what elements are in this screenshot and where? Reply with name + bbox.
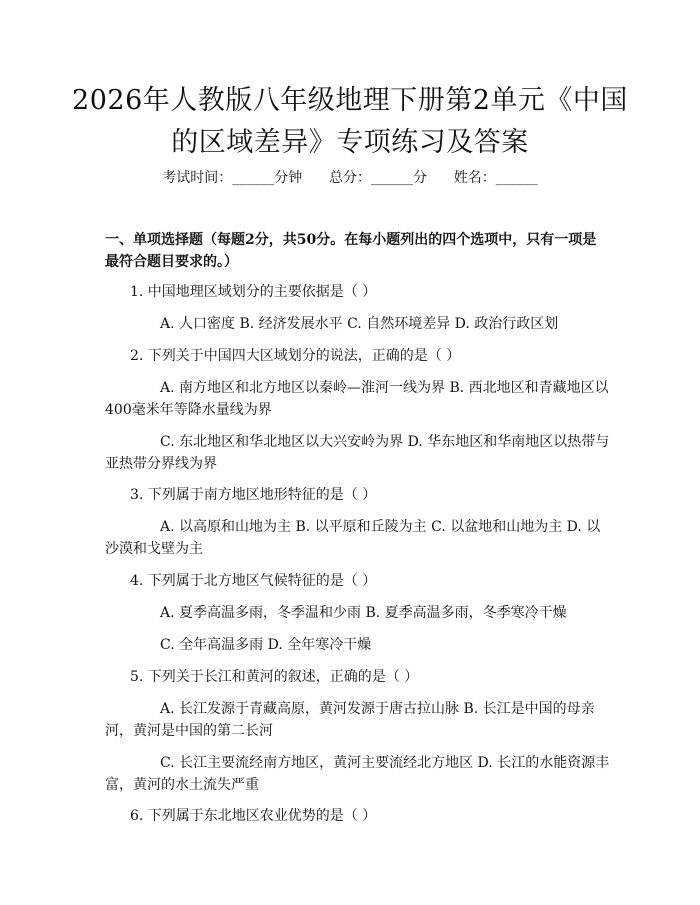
question-options: C. 东北地区和华北地区以大兴安岭为界 D. 华东地区和华南地区以热带与亚热带分界线为界 <box>105 434 610 472</box>
question-stem: 6. 下列属于东北地区农业优势的是（ ） <box>130 808 377 824</box>
document-title: 2026年人教版八年级地理下册第2单元《中国的区域差异》专项练习及答案 <box>72 85 628 158</box>
student-name: 姓名：______ <box>453 170 538 186</box>
exam-info <box>0 168 700 188</box>
question-stem: 2. 下列关于中国四大区域划分的说法，正确的是（ ） <box>130 348 461 364</box>
question-stem: 5. 下列关于长江和黄河的叙述，正确的是（ ） <box>130 669 419 685</box>
question-options: A. 夏季高温多雨，冬季温和少雨 B. 夏季高温多雨，冬季寒冷干燥 <box>160 605 567 621</box>
question-stem: 3. 下列属于南方地区地形特征的是（ ） <box>130 487 377 503</box>
question-options: A. 南方地区和北方地区以秦岭—淮河一线为界 B. 西北地区和青藏地区以400毫米年等降水量线为界 <box>105 380 609 418</box>
question-stem: 4. 下列属于北方地区气候特征的是（ ） <box>130 573 377 589</box>
question-options: A. 人口密度 B. 经济发展水平 C. 自然环境差异 D. 政治行政区划 <box>160 316 559 332</box>
question-options: A. 长江发源于青藏高原，黄河发源于唐古拉山脉 B. 长江是中国的母亲河，黄河是中国的第二长河 <box>105 701 595 739</box>
question-options: C. 长江主要流经南方地区，黄河主要流经北方地区 D. 长江的水能资源丰富，黄河的水土流失严重 <box>105 755 610 793</box>
exam-time: 考试时间：______分钟 <box>162 170 303 186</box>
question-options: A. 以高原和山地为主 B. 以平原和丘陵为主 C. 以盆地和山地为主 D. 以沙漠和戈壁为主 <box>105 519 601 557</box>
question-stem: 1. 中国地理区域划分的主要依据是（ ） <box>130 284 377 300</box>
question-options: C. 全年高温多雨 D. 全年寒冷干燥 <box>160 637 372 653</box>
exam-score: 总分：______分 <box>329 170 427 186</box>
section-heading: 一、单项选择题（每题2分，共50分。在每小题列出的四个选项中，只有一项是最符合题目要求的。） <box>105 232 597 270</box>
